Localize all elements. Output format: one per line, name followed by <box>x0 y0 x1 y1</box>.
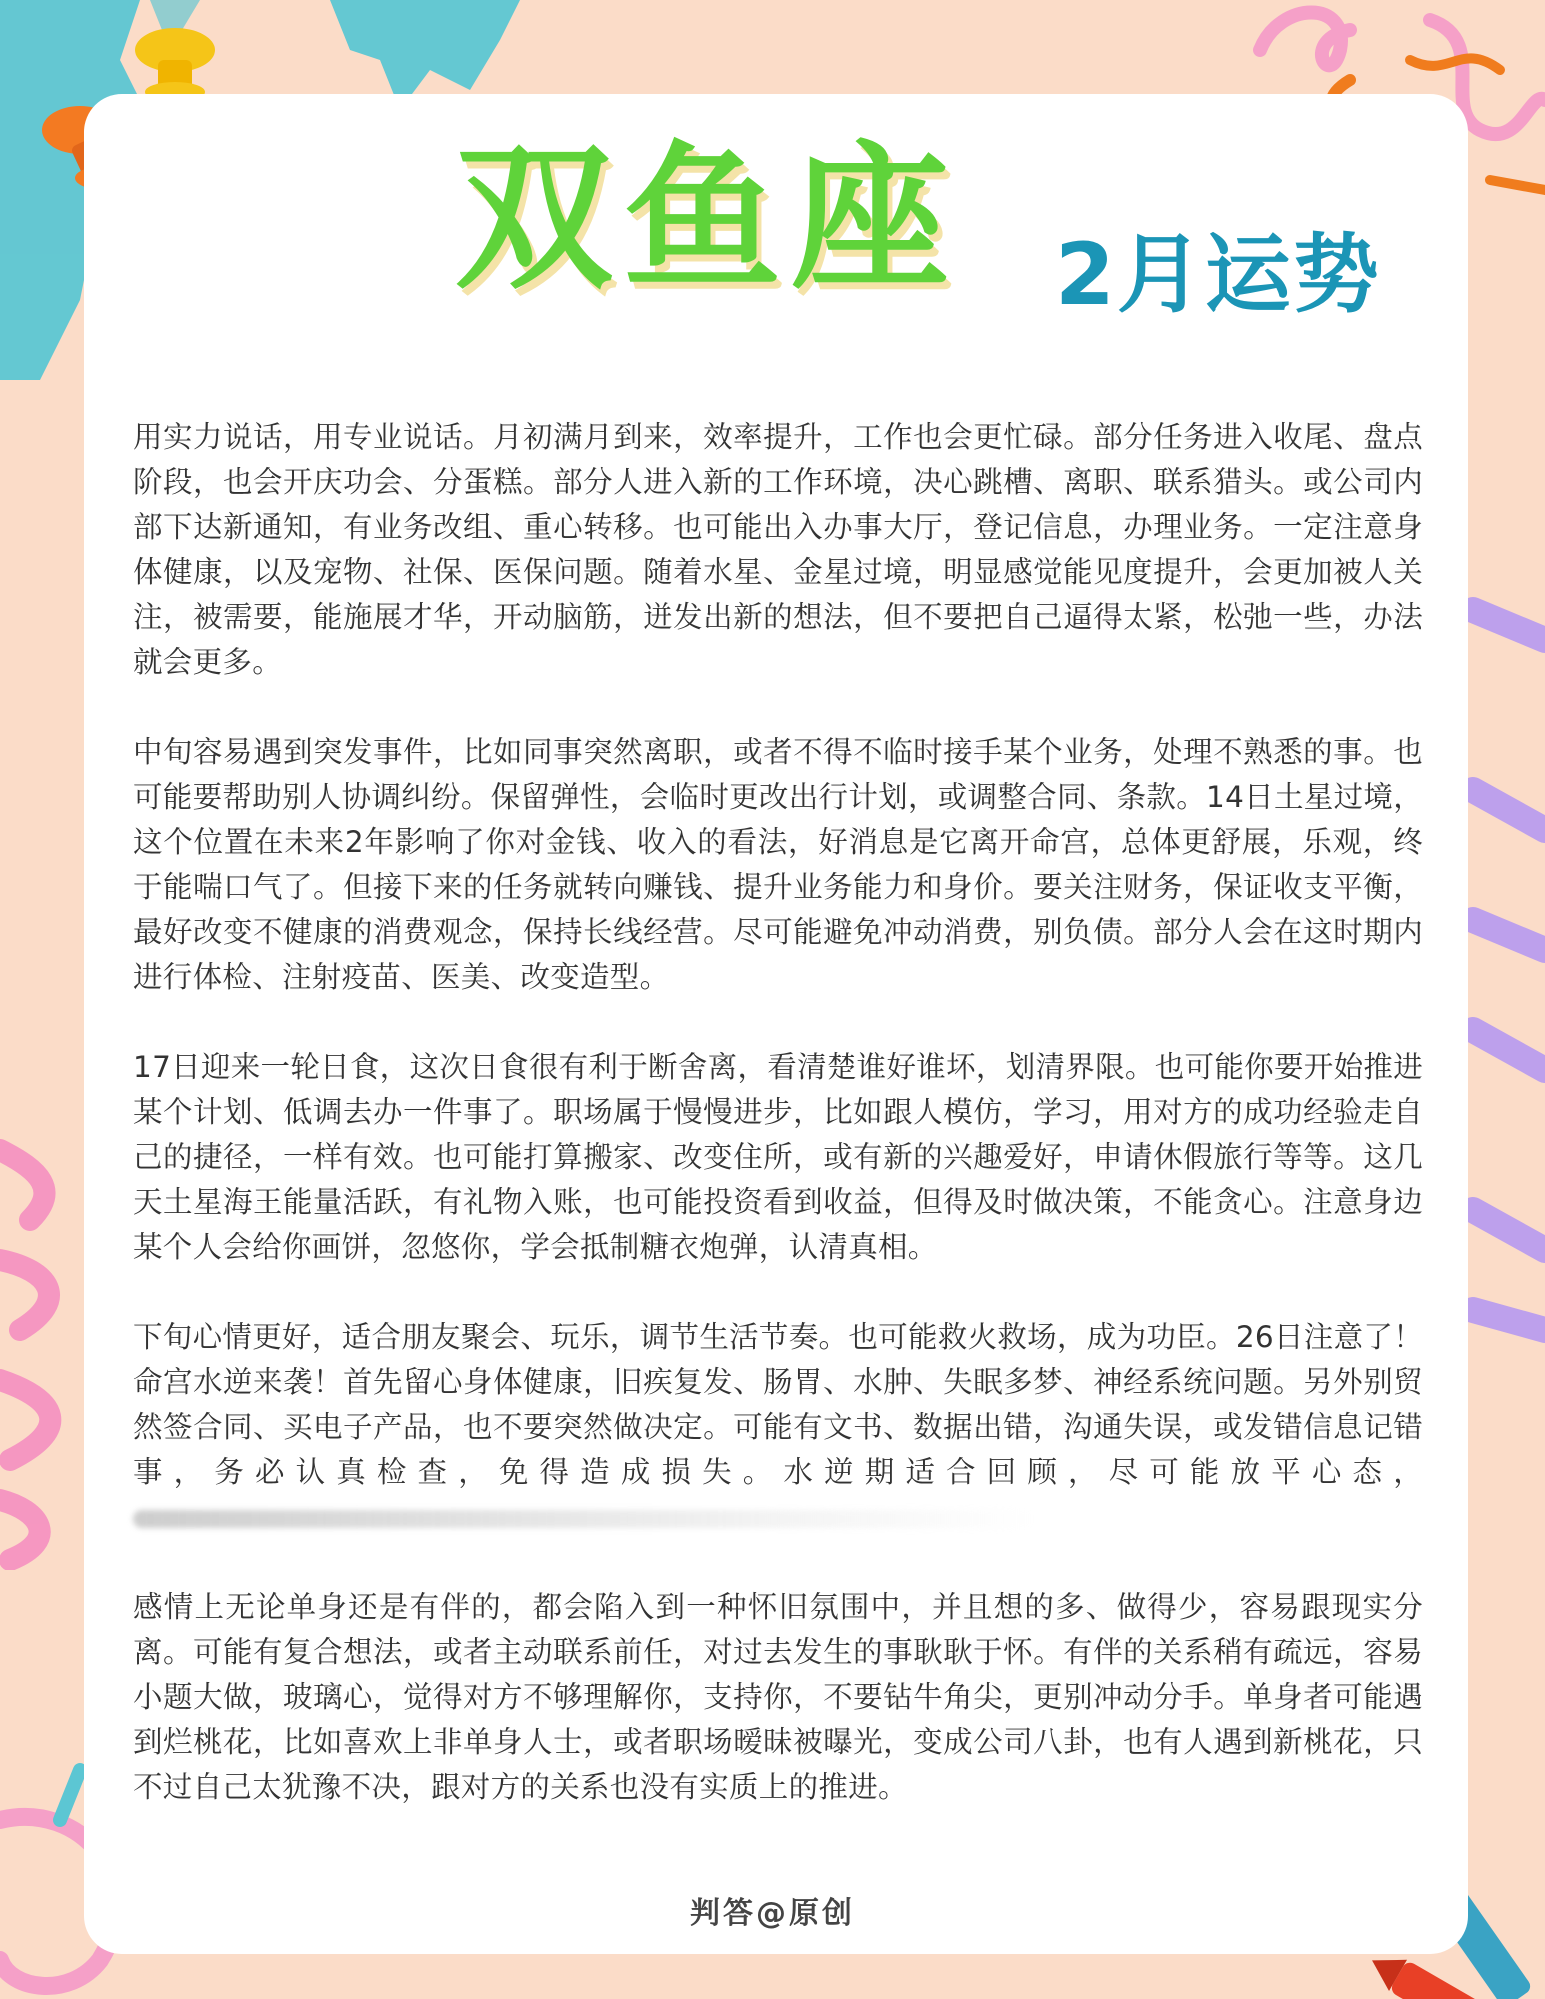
article-body <box>133 415 1423 1810</box>
paragraph: 中旬容易遇到突发事件，比如同事突然离职，或者不得不临时接手某个业务，处理不熟悉的事。也可能要帮助别人协调纠纷。保留弹性，会临时更改出行计划，或调整合同、条款。14日土星过境，这个位置在未来2年影响了你对金钱、收入的看法，好消息是它离开命宫，总体更舒展，乐观，终于能喘口气了。但接下来的任务就转向赚钱、提升业务能力和身价。要关注财务，保证收支平衡，最好改变不健康的消费观念，保持长线经营。尽可能避免冲动消费，别负债。部分人会在这时期内进行体检、注射疫苗、医美、改变造型。 <box>133 735 1423 994</box>
blurred-text-redaction <box>133 1510 1033 1528</box>
paragraph-with-redaction <box>133 1315 1423 1540</box>
purple-stroke-decoration <box>1468 590 1545 1360</box>
paragraph: 17日迎来一轮日食，这次日食很有利于断舍离，看清楚谁好谁坏，划清界限。也可能你要开始推进某个计划、低调去办一件事了。职场属于慢慢进步，比如跟人模仿，学习，用对方的成功经验走自己的捷径，一样有效。也可能打算搬家、改变住所，或有新的兴趣爱好，申请休假旅行等等。这几天土星海王能量活跃，有礼物入账，也可能投资看到收益，但得及时做决策，不能贪心。注意身边某个人会给你画饼，忽悠你，学会抵制糖衣炮弹，认清真相。 <box>133 1050 1423 1264</box>
paragraph-text: 下旬心情更好，适合朋友聚会、玩乐，调节生活节奏。也可能救火救场，成为功臣。26日注意了！命宫水逆来袭！首先留心身体健康，旧疾复发、肠胃、水肿、失眠多梦、神经系统问题。另外别贸然签合同、买电子产品，也不要突然做决定。可能有文书、数据出错，沟通失误，或发错信息记错事，务必认真检查，免得造成损失。水逆期适合回顾，尽可能放平心态， <box>133 1320 1423 1489</box>
page-title: 双鱼座 <box>455 127 959 311</box>
author-watermark: 判答@原创 <box>690 1896 855 1931</box>
paragraph: 用实力说话，用专业说话。月初满月到来，效率提升，工作也会更忙碌。部分任务进入收尾、盘点阶段，也会开庆功会、分蛋糕。部分人进入新的工作环境，决心跳槽、离职、联系猎头。或公司内部下达新通知，有业务改组、重心转移。也可能出入办事大厅，登记信息，办理业务。一定注意身体健康，以及宠物、社保、医保问题。随着水星、金星过境，明显感觉能见度提升，会更加被人关注，被需要，能施展才华，开动脑筋，迸发出新的想法，但不要把自己逼得太紧，松弛一些，办法就会更多。 <box>133 420 1423 679</box>
pink-scribble-decoration <box>0 1130 90 1570</box>
paragraph: 感情上无论单身还是有伴的，都会陷入到一种怀旧氛围中，并且想的多、做得少，容易跟现实分离。可能有复合想法，或者主动联系前任，对过去发生的事耿耿于怀。有伴的关系稍有疏远，容易小题大做，玻璃心，觉得对方不够理解你，支持你，不要钻牛角尖，更别冲动分手。单身者可能遇到烂桃花，比如喜欢上非单身人士，或者职场暧昧被曝光，变成公司八卦，也有人遇到新桃花，只不过自己太犹豫不决，跟对方的关系也没有实质上的推进。 <box>133 1590 1423 1804</box>
page-subtitle: 2月运势 <box>1055 225 1381 325</box>
